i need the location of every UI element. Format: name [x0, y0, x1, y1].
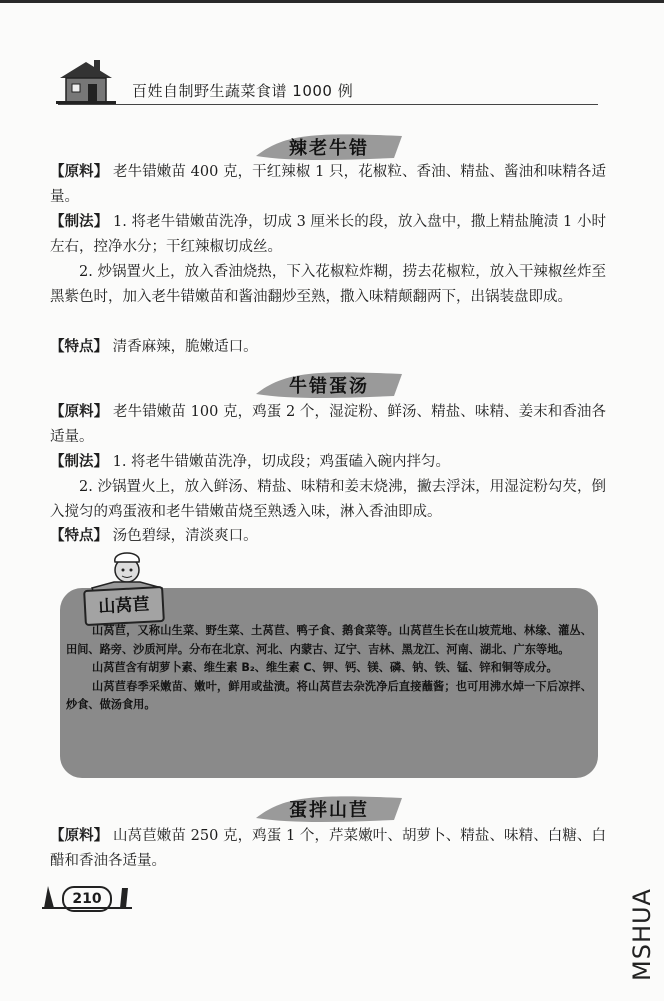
info-box-label: 山莴苣	[83, 586, 165, 626]
recipe3-ingredients-text: 山莴苣嫩苗 250 克，鸡蛋 1 个，芹菜嫩叶、胡萝卜、精盐、味精、白糖、白醋和香油各适量。	[50, 828, 607, 869]
recipe1-method-1-text: 1. 将老牛错嫩苗洗净，切成 3 厘米长的段，放入盘中，撒上精盐腌渍 1 小时左右，控净水分；干红辣椒切成丝。	[50, 214, 607, 255]
recipe2-ingredients-text: 老牛错嫩苗 100 克，鸡蛋 2 个，湿淀粉、鲜汤、精盐、味精、姜末和香油各适量。	[50, 404, 607, 445]
recipe3-ingredients-label: 【原料】	[50, 828, 109, 844]
recipe2-method-1-text: 1. 将老牛错嫩苗洗净，切成段；鸡蛋磕入碗内拌匀。	[112, 454, 451, 470]
header-title: 百姓自制野生蔬菜食谱 1000 例	[132, 82, 354, 100]
recipe2-feature	[50, 524, 606, 549]
recipe2-method-2: 2. 沙锅置火上，放入鲜汤、精盐、味精和姜末烧沸，撇去浮沫，用湿淀粉勾芡，倒入搅匀的鸡蛋液和老牛错嫩苗烧至熟透入味，淋入香油即成。	[50, 479, 606, 520]
recipe1-method-1	[50, 210, 606, 260]
recipe2-title-banner	[254, 366, 404, 400]
recipe1-method-2: 2. 炒锅置火上，放入香油烧热，下入花椒粒炸糊，捞去花椒粒，放入干辣椒丝炸至黑紫色时，加入老牛错嫩苗和酱油翻炒至熟，撒入味精颠翻两下，出锅装盘即成。	[50, 264, 606, 305]
recipe1-ingredients-label: 【原料】	[50, 164, 109, 180]
recipe2-feature-label: 【特点】	[50, 528, 108, 544]
recipe2-ingredients	[50, 400, 606, 450]
recipe3-title-banner	[254, 790, 404, 824]
header-rule	[58, 104, 598, 105]
recipe1-ingredients	[50, 160, 606, 210]
recipe1-feature-label: 【特点】	[50, 339, 108, 355]
watermark: MSHUA	[628, 888, 656, 982]
recipe1-title: 辣老牛错	[289, 138, 369, 159]
recipe2-method-label: 【制法】	[50, 454, 108, 470]
recipe2-method-1	[50, 450, 606, 475]
recipe1-feature-text: 清香麻辣，脆嫩适口。	[112, 339, 258, 355]
info-box-text	[66, 622, 592, 715]
recipe1-method-label: 【制法】	[50, 214, 109, 230]
recipe2-ingredients-label: 【原料】	[50, 404, 109, 420]
info-paragraph-3: 山莴苣春季采嫩苗、嫩叶，鲜用或盐渍。将山莴苣去杂洗净后直接蘸酱；也可用沸水焯一下后凉拌、炒食、做汤食用。	[66, 679, 592, 711]
recipe1-title-banner	[254, 128, 404, 162]
page-number: 210	[62, 886, 112, 912]
recipe1-feature	[50, 335, 606, 360]
recipe1-ingredients-text: 老牛错嫩苗 400 克，干红辣椒 1 只，花椒粒、香油、精盐、酱油和味精各适量。	[50, 164, 607, 205]
info-paragraph-1: 山莴苣，又称山生菜、野生菜、土莴苣、鸭子食、鹅食菜等。山莴苣生长在山坡荒地、林缘、灌丛、田间、路旁、沙质河岸。分布在北京、河北、内蒙古、辽宁、吉林、黑龙江、河南、湖北、广东等地。	[66, 624, 592, 656]
recipe3-ingredients	[50, 824, 606, 874]
recipe2-feature-text: 汤色碧绿，清淡爽口。	[112, 528, 258, 544]
top-rule	[0, 0, 664, 3]
info-paragraph-2: 山莴苣含有胡萝卜素、维生素 B₂、维生素 C、钾、钙、镁、磷、钠、铁、锰、锌和铜等成分。	[92, 661, 558, 674]
recipe3-title: 蛋拌山苣	[289, 800, 369, 821]
recipe2-title: 牛错蛋汤	[289, 376, 369, 397]
house-icon	[56, 56, 116, 104]
